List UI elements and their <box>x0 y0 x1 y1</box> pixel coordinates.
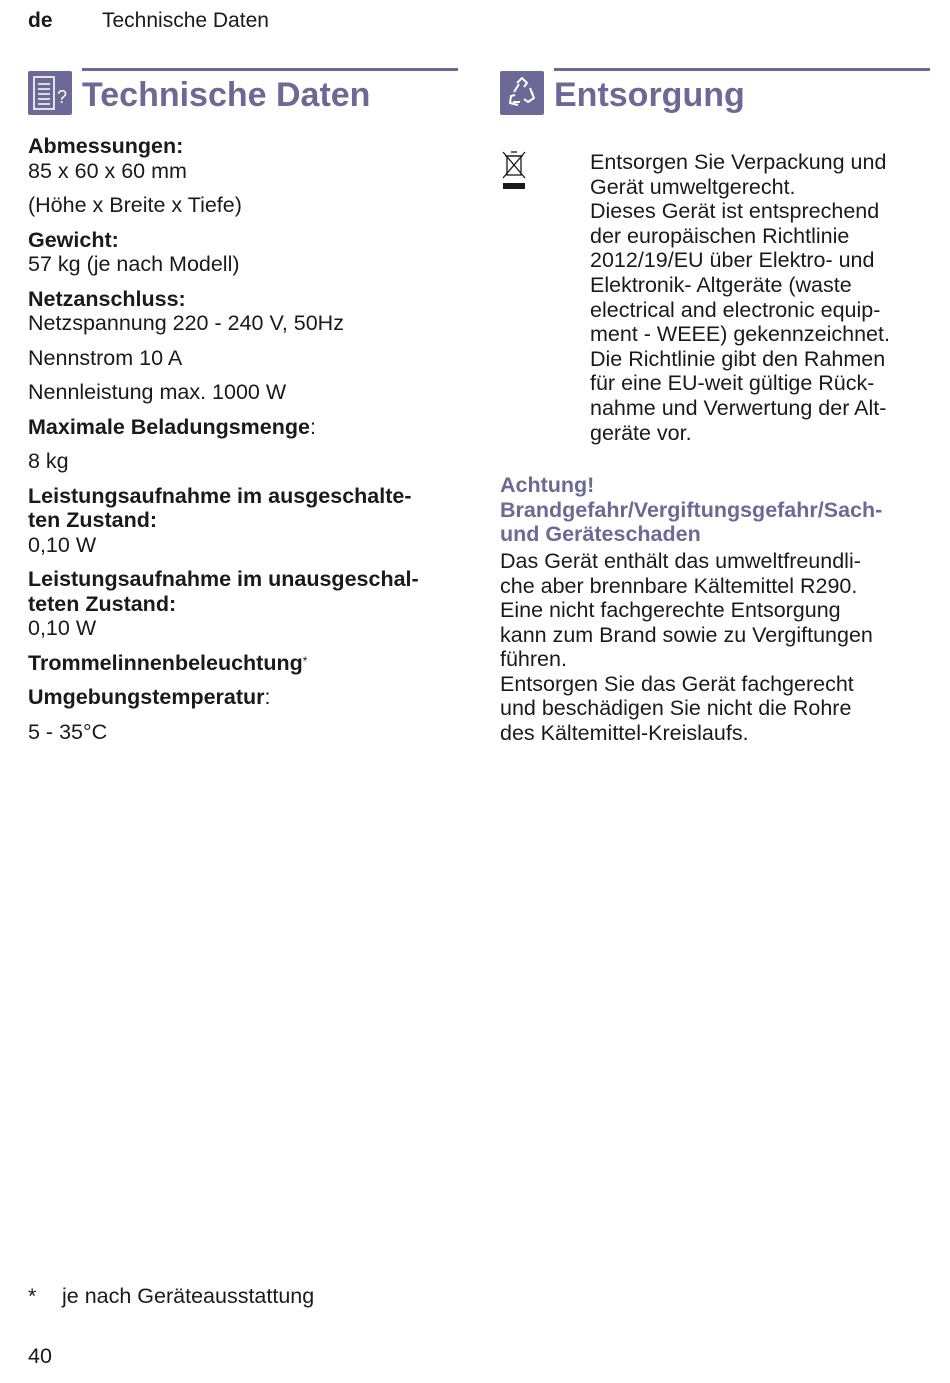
weight-block <box>28 228 458 277</box>
document-question-icon <box>28 71 72 115</box>
disposal-section <box>500 68 930 746</box>
warning-line: Entsorgen Sie das Gerät fachgerecht <box>500 671 854 696</box>
power-off-value: 0,10 W <box>28 532 97 557</box>
ambient-label: Umgebungstemperatur <box>28 685 265 709</box>
crossed-out-bin-icon <box>500 150 528 192</box>
dimensions-label: Abmessungen: <box>28 134 184 158</box>
disposal-line: für eine EU-weit gültige Rück- <box>590 371 875 396</box>
footnote <box>28 1283 314 1309</box>
disposal-line: geräte vor. <box>590 420 692 445</box>
power-on-block <box>28 567 458 641</box>
power-off-block <box>28 484 458 558</box>
technical-data-list <box>28 134 458 744</box>
disposal-line: Elektronik- Altgeräte (waste <box>590 272 852 297</box>
disposal-line: Entsorgen Sie Verpackung und <box>590 150 887 174</box>
power-off-label-line2: ten Zustand: <box>28 508 157 532</box>
load-colon: : <box>309 414 316 439</box>
power-current: Nennstrom 10 A <box>28 345 183 370</box>
disposal-line: 2012/19/EU über Elektro- und <box>590 248 875 273</box>
disposal-heading <box>500 68 930 118</box>
load-block <box>28 415 458 440</box>
dimensions-block <box>28 134 458 183</box>
running-header-section: Technische Daten <box>102 9 269 32</box>
svg-text:?: ? <box>57 87 68 107</box>
disposal-line: nahme und Verwertung der Alt- <box>590 395 887 420</box>
footnote-mark: * <box>302 653 308 668</box>
warning-body <box>500 549 930 746</box>
section-title: Technische Daten <box>82 76 371 114</box>
warning-title <box>500 473 930 547</box>
section-title: Entsorgung <box>554 76 745 114</box>
ambient-block <box>28 685 458 710</box>
disposal-line: Gerät umweltgerecht. <box>590 174 796 199</box>
disposal-text <box>590 150 930 445</box>
drum-light-block <box>28 651 458 676</box>
power-on-value: 0,10 W <box>28 616 97 640</box>
warning-line: und beschädigen Sie nicht die Rohre <box>500 696 852 721</box>
warning-line: Eine nicht fachgerechte Entsorgung <box>500 598 841 623</box>
warning-line: kann zum Brand sowie zu Vergiftungen <box>500 622 873 647</box>
load-value: 8 kg <box>28 449 69 473</box>
warning-title-line: Achtung! <box>500 473 595 498</box>
recycle-icon <box>500 71 544 115</box>
warning-line: che aber brennbare Kältemittel R290. <box>500 573 858 598</box>
dimensions-value: 85 x 60 x 60 mm <box>28 158 187 183</box>
disposal-note <box>500 150 930 445</box>
warning-title-line: und Geräteschaden <box>500 522 701 547</box>
warning-line: führen. <box>500 647 567 672</box>
page-number: 40 <box>28 1344 52 1368</box>
warning-line: des Kältemittel-Kreislaufs. <box>500 721 749 746</box>
disposal-line: electrical and electronic equip- <box>590 297 881 322</box>
footnote-text: je nach Geräteausstattung <box>62 1284 315 1308</box>
technical-data-heading <box>28 68 458 118</box>
weight-label: Gewicht: <box>28 227 119 252</box>
warning-title-line: Brandgefahr/Vergiftungsgefahr/Sach- <box>500 497 883 522</box>
power-off-label-line1: Leistungsaufnahme im ausgeschalte- <box>28 483 412 508</box>
ambient-value: 5 - 35°C <box>28 719 108 744</box>
dimensions-note: (Höhe x Breite x Tiefe) <box>28 193 242 217</box>
technical-data-section <box>28 68 458 754</box>
heading-rule <box>82 68 458 71</box>
power-on-label-line1: Leistungsaufnahme im unausgeschal- <box>28 567 419 591</box>
weight-value: 57 kg (je nach Modell) <box>28 252 240 276</box>
power-voltage: Netzspannung 220 - 240 V, 50Hz <box>28 311 344 335</box>
warning-block <box>500 473 930 746</box>
disposal-line: Dieses Gerät ist entsprechend <box>590 199 880 224</box>
footnote-mark: * <box>28 1284 37 1308</box>
power-label: Netzanschluss: <box>28 286 186 311</box>
heading-rule <box>554 68 930 71</box>
power-on-label-line2: teten Zustand: <box>28 591 177 616</box>
language-code: de <box>28 9 53 32</box>
warning-line: Das Gerät enthält das umweltfreundli- <box>500 548 861 573</box>
drum-light-label: Trommelinnenbeleuchtung <box>28 650 303 675</box>
disposal-line: ment - WEEE) gekennzeichnet. <box>590 322 890 347</box>
power-rating: Nennleistung max. 1000 W <box>28 380 287 404</box>
disposal-line: Die Richtlinie gibt den Rahmen <box>590 346 886 371</box>
ambient-colon: : <box>264 685 271 709</box>
disposal-line: der europäischen Richtlinie <box>590 223 850 248</box>
load-label: Maximale Beladungsmenge <box>28 414 310 439</box>
power-block <box>28 287 458 336</box>
